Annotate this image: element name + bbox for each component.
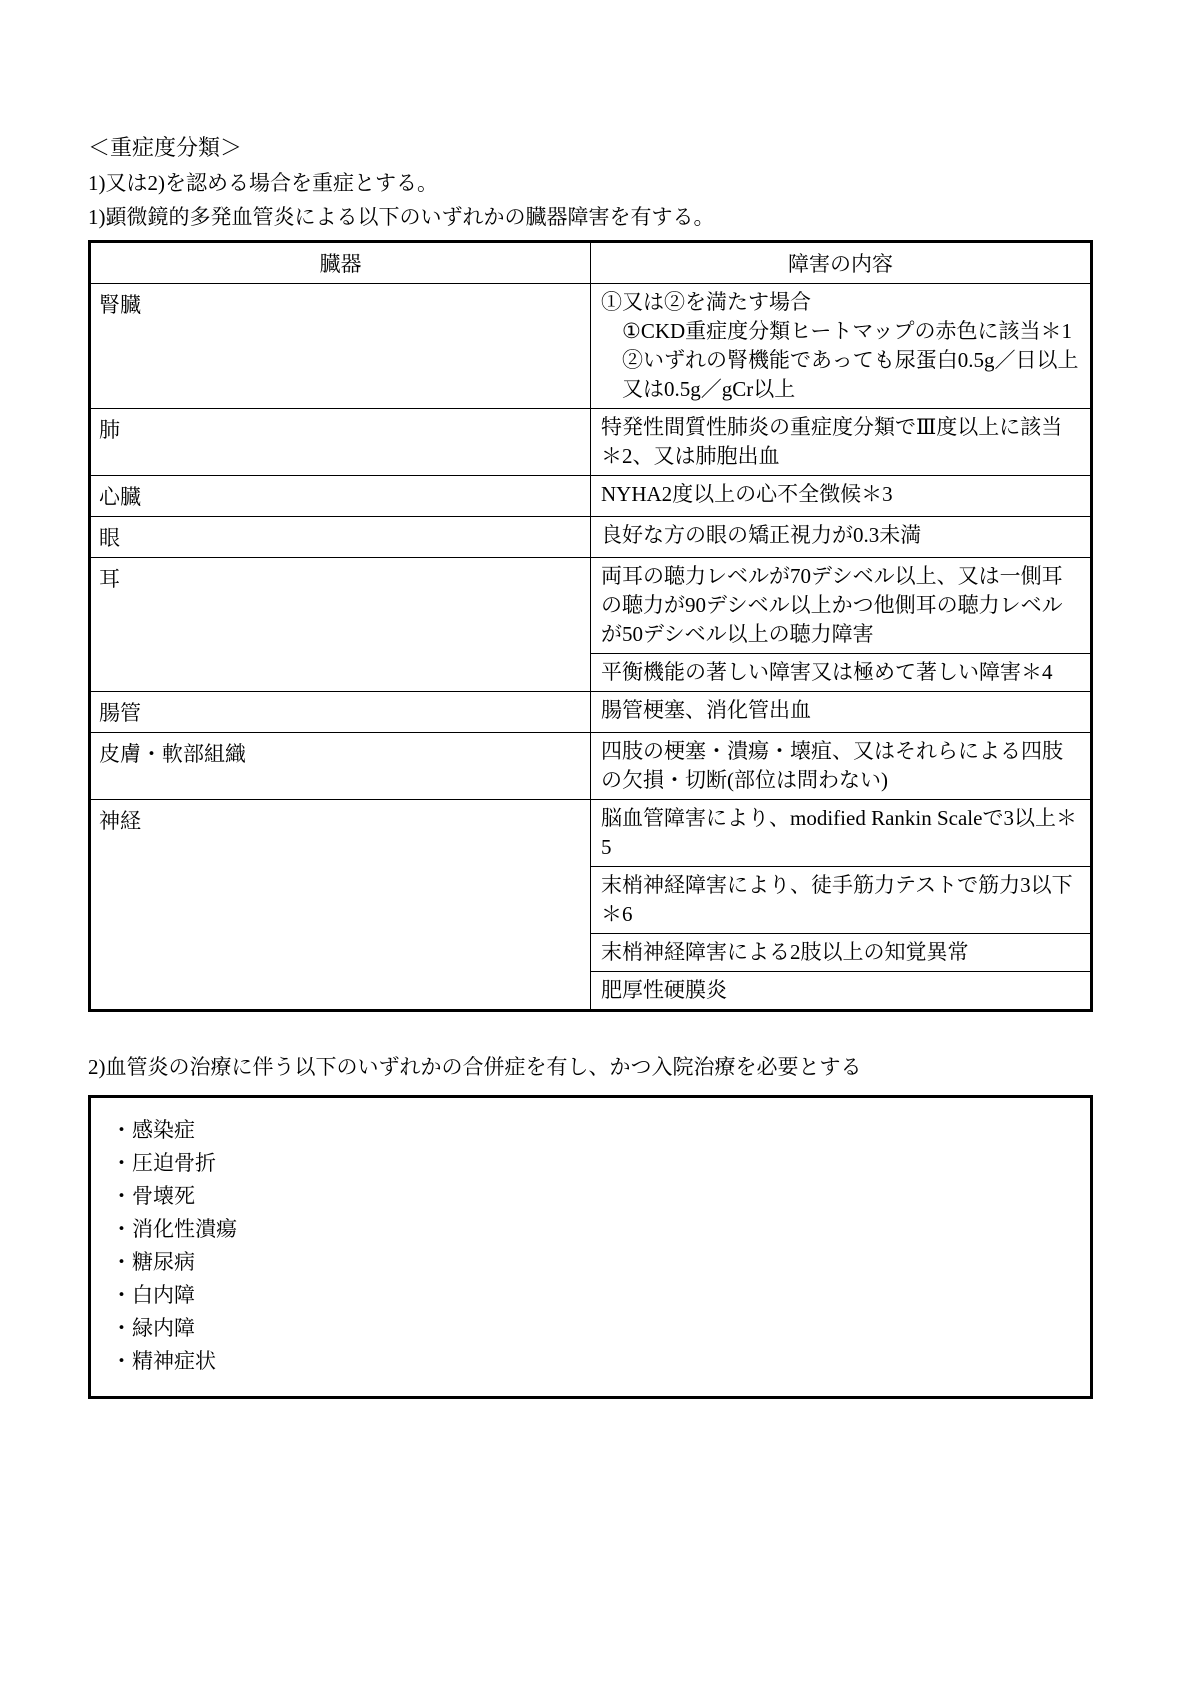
table-row-heart bbox=[90, 476, 1092, 517]
table-row-eye bbox=[90, 517, 1092, 558]
table-row-skin bbox=[90, 733, 1092, 800]
eye-content-cell: 良好な方の眼の矯正視力が0.3未満 bbox=[591, 517, 1092, 558]
ear-content-cell-2: 平衡機能の著しい障害又は極めて著しい障害＊4 bbox=[591, 654, 1092, 692]
column-header-content: 障害の内容 bbox=[591, 242, 1092, 284]
organ-label-heart: 心臓 bbox=[90, 476, 591, 517]
table-row-lung bbox=[90, 409, 1092, 476]
organ-label-nerve: 神経 bbox=[90, 800, 591, 1011]
column-header-organ: 臓器 bbox=[90, 242, 591, 284]
table-row-kidney bbox=[90, 284, 1092, 409]
table-row-intestine bbox=[90, 692, 1092, 733]
kidney-content-cell bbox=[591, 284, 1092, 409]
organ-label-eye: 眼 bbox=[90, 517, 591, 558]
page-title: ＜重症度分類＞ bbox=[88, 135, 243, 160]
list-item-osteonecrosis: ・骨壊死 bbox=[111, 1184, 195, 1208]
table-header-row bbox=[90, 242, 1092, 284]
list-item-compression-fracture: ・圧迫骨折 bbox=[111, 1151, 216, 1175]
intro-line-2: 1)顕微鏡的多発血管炎による以下のいずれかの臓器障害を有する。 bbox=[88, 205, 715, 229]
organ-damage-table bbox=[88, 240, 1093, 1012]
complications-box bbox=[88, 1095, 1093, 1399]
list-item-diabetes: ・糖尿病 bbox=[111, 1250, 195, 1274]
table-row-nerve bbox=[90, 800, 1092, 867]
organ-label-intestine: 腸管 bbox=[90, 692, 591, 733]
ear-content-cell-1: 両耳の聴力レベルが70デシベル以上、又は一側耳の聴力が90デシベル以上かつ他側耳の聴力レベルが50デシベル以上の聴力障害 bbox=[591, 558, 1092, 654]
intestine-content-cell: 腸管梗塞、消化管出血 bbox=[591, 692, 1092, 733]
kidney-content-line-3: ②いずれの腎機能であっても尿蛋白0.5g／日以上又は0.5g／gCr以上 bbox=[622, 348, 1079, 401]
table-row-ear bbox=[90, 558, 1092, 654]
section2-heading: 2)血管炎の治療に伴う以下のいずれかの合併症を有し、かつ入院治療を必要とする bbox=[88, 1055, 862, 1079]
lung-content-cell: 特発性間質性肺炎の重症度分類でⅢ度以上に該当＊2、又は肺胞出血 bbox=[591, 409, 1092, 476]
list-item-peptic-ulcer: ・消化性潰瘍 bbox=[111, 1217, 237, 1241]
nerve-content-cell-3: 末梢神経障害による2肢以上の知覚異常 bbox=[591, 934, 1092, 972]
skin-content-cell: 四肢の梗塞・潰瘍・壊疽、又はそれらによる四肢の欠損・切断(部位は問わない) bbox=[591, 733, 1092, 800]
list-item-cataract: ・白内障 bbox=[111, 1283, 195, 1307]
nerve-content-cell-2: 末梢神経障害により、徒手筋力テストで筋力3以下＊6 bbox=[591, 867, 1092, 934]
organ-label-ear: 耳 bbox=[90, 558, 591, 692]
organ-label-skin: 皮膚・軟部組織 bbox=[90, 733, 591, 800]
organ-label-kidney: 腎臓 bbox=[90, 284, 591, 409]
nerve-content-cell-4: 肥厚性硬膜炎 bbox=[591, 972, 1092, 1011]
nerve-content-cell-1: 脳血管障害により、modified Rankin Scaleで3以上＊5 bbox=[591, 800, 1092, 867]
list-item-glaucoma: ・緑内障 bbox=[111, 1316, 195, 1340]
list-item-infection: ・感染症 bbox=[111, 1118, 195, 1142]
list-item-psychiatric-symptoms: ・精神症状 bbox=[111, 1349, 216, 1373]
kidney-content-line-2: ①CKD重症度分類ヒートマップの赤色に該当＊1 bbox=[622, 319, 1072, 343]
intro-line-1: 1)又は2)を認める場合を重症とする。 bbox=[88, 171, 438, 195]
organ-label-lung: 肺 bbox=[90, 409, 591, 476]
heart-content-cell: NYHA2度以上の心不全徴候＊3 bbox=[591, 476, 1092, 517]
kidney-content-line-1: ①又は②を満たす場合 bbox=[601, 290, 811, 314]
